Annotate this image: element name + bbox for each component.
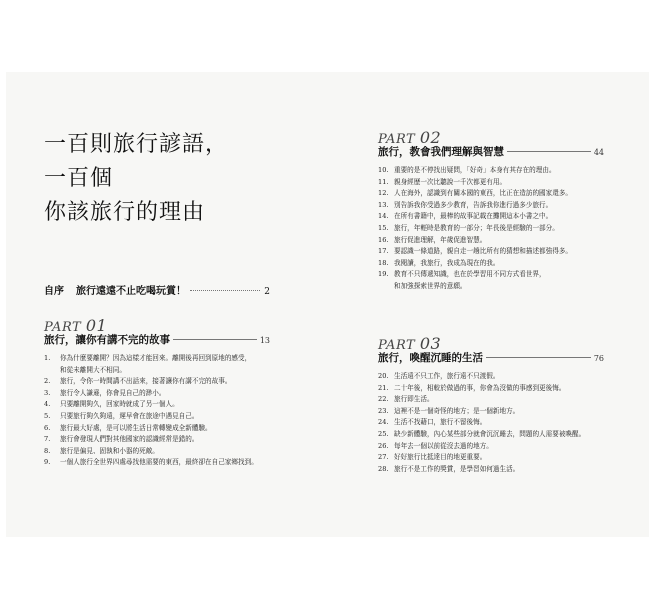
list-item	[44, 423, 270, 435]
leader-line	[486, 357, 591, 358]
item-text: 和加強探索世界的意願。	[394, 281, 467, 290]
item-text: 我閱讀，我旅行，我成為現在的我。	[394, 258, 500, 267]
item-number: 16.	[378, 235, 389, 244]
list-item	[44, 365, 270, 377]
item-text: 一個人旅行全世界四處尋找他需要的東西，最終卻在自己家鄉找到。	[60, 458, 258, 467]
part-01	[44, 316, 270, 469]
part-prefix: PART	[378, 338, 416, 353]
item-text: 生活遠不只工作，旅行遠不只渡假。	[394, 372, 500, 380]
item-text: 好好旅行比抵達目的地更重要。	[394, 453, 487, 462]
list-item	[378, 235, 604, 247]
part-number: 02	[419, 128, 442, 147]
item-number: 3.	[44, 388, 51, 397]
item-text: 二十年後，相較於做過的事，你會為沒做的事感到更後悔。	[394, 383, 566, 392]
item-number: 12.	[378, 189, 389, 198]
item-text: 旅行，年輕時是教育的一部分；年長後是經驗的一部分。	[394, 223, 559, 232]
item-number: 10.	[378, 166, 389, 174]
title-line: 一百個	[44, 166, 114, 191]
part-heading-entry[interactable]	[378, 144, 604, 159]
list-item	[44, 434, 270, 446]
preface-title: 旅行遠遠不止吃喝玩賞！	[76, 286, 186, 297]
list-item	[378, 417, 604, 429]
item-text: 教育不只傳遞知識，也在於學習用不同方式看世界，	[394, 270, 546, 279]
list-item	[44, 399, 270, 411]
item-number: 4.	[44, 400, 51, 409]
part-03	[378, 334, 604, 475]
list-item	[378, 281, 604, 293]
list-item	[44, 353, 270, 365]
item-number: 21.	[378, 383, 389, 392]
preface-page: 2	[264, 287, 270, 297]
item-text: 和從未離開大不相同。	[60, 365, 126, 374]
item-text: 重要的是不停找出疑問，「好奇」本身有其存在的理由。	[394, 166, 556, 174]
part-page: 76	[593, 354, 604, 363]
list-item	[378, 464, 604, 476]
item-number: 23.	[378, 406, 389, 415]
item-text: 每年去一個以前從沒去過的地方。	[394, 441, 493, 450]
part-02	[378, 128, 604, 293]
list-item	[378, 188, 604, 200]
part-page: 44	[593, 148, 604, 157]
item-number: 7.	[44, 435, 51, 444]
list-item	[44, 388, 270, 400]
item-number: 24.	[378, 418, 389, 427]
item-text: 缺少新體驗，內心某些部分就會沉沉睡去，問題的人需要被喚醒。	[394, 429, 586, 438]
proverb-list	[44, 353, 270, 469]
list-item	[378, 269, 604, 281]
item-text: 親身經歷一次比聽說一千次都更有用。	[394, 177, 507, 186]
list-item	[378, 223, 604, 235]
item-text: 你為什麼要離開？因為這樣才能回來。離開後再回到原地的感受，	[60, 354, 252, 362]
item-text: 旅行是偏見、固執和小器的死敵。	[60, 446, 159, 455]
item-number: 8.	[44, 446, 51, 455]
list-item	[44, 411, 270, 423]
item-number: 13.	[378, 200, 389, 209]
item-number: 20.	[378, 372, 389, 380]
title-line: 一百則旅行諺語，	[44, 132, 229, 157]
part-number: 01	[85, 316, 108, 335]
item-text: 旅行促進理解，年歲促進智慧。	[394, 235, 487, 244]
part-heading: 旅行，教會我們理解與智慧	[378, 146, 504, 158]
item-number: 25.	[378, 429, 389, 438]
item-number: 11.	[378, 177, 389, 186]
proverb-list	[378, 371, 604, 475]
list-item	[378, 177, 604, 189]
preface-entry[interactable]	[44, 282, 270, 297]
item-text: 生活不找藉口，旅行不留後悔。	[394, 418, 487, 427]
list-item	[44, 457, 270, 469]
book-title	[44, 128, 228, 230]
title-line: 你該旅行的理由	[44, 200, 206, 225]
item-number: 5.	[44, 411, 51, 420]
item-number: 17.	[378, 247, 389, 256]
item-number: 1.	[44, 354, 51, 362]
list-item	[378, 406, 604, 418]
item-number: 18.	[378, 258, 389, 267]
item-text: 要認識一條道路，親自走一趟比所有的猜想和描述都強得多。	[394, 247, 573, 256]
part-prefix: PART	[378, 132, 416, 147]
item-number: 2.	[44, 377, 51, 386]
preface-label: 自序	[44, 286, 64, 297]
list-item	[378, 383, 604, 395]
part-heading: 旅行，喚醒沉睡的生活	[378, 352, 483, 364]
item-number: 26.	[378, 441, 389, 450]
item-number: 15.	[378, 223, 389, 232]
part-heading-entry[interactable]	[378, 350, 604, 365]
list-item	[378, 200, 604, 212]
proverb-list	[378, 165, 604, 293]
list-item	[378, 452, 604, 464]
list-item	[44, 446, 270, 458]
list-item	[378, 371, 604, 383]
item-text: 旅行即生活。	[394, 395, 434, 404]
item-text: 在所有書籍中，最棒的故事記載在攤開這本小書之中。	[394, 212, 553, 221]
part-number: 03	[419, 334, 442, 353]
part-page: 13	[259, 336, 270, 345]
list-item	[378, 165, 604, 177]
list-item	[378, 246, 604, 258]
list-item	[378, 429, 604, 441]
item-text: 旅行，令你一時間講不出話來，接著讓你有講不完的故事。	[60, 377, 232, 386]
list-item	[378, 394, 604, 406]
list-item	[44, 376, 270, 388]
leader-line	[190, 290, 260, 291]
item-text: 只要離開夠久，回家時就成了另一個人。	[60, 400, 179, 409]
item-number: 6.	[44, 423, 51, 432]
leader-line	[507, 151, 591, 152]
part-prefix: PART	[44, 320, 82, 335]
part-heading: 旅行，讓你有講不完的故事	[44, 334, 170, 346]
item-number: 27.	[378, 453, 389, 462]
item-text: 旅行最大好處，是可以將生活日常轉變成全新體驗。	[60, 423, 212, 432]
item-text: 旅行會發現人們對其他國家的認識經常是錯的。	[60, 435, 199, 444]
leader-line	[173, 339, 257, 340]
list-item	[378, 211, 604, 223]
item-text: 只要旅行夠久夠遠，遲早會在旅途中遇見自己。	[60, 411, 199, 420]
item-text: 旅行令人謙遜，你會見自己的渺小。	[60, 388, 166, 397]
item-number: 14.	[378, 212, 389, 221]
item-number: 22.	[378, 395, 389, 404]
item-text: 這裡不是一個奇怪的地方；是一個新地方。	[394, 406, 520, 415]
list-item	[378, 258, 604, 270]
list-item	[378, 441, 604, 453]
item-number: 9.	[44, 458, 51, 467]
item-number: 19.	[378, 270, 389, 279]
item-text: 人在海外，認識到有關本國的東西，比正在造訪的國家還多。	[394, 189, 573, 198]
item-text: 旅行不是工作的獎賞，是學習如何過生活。	[394, 464, 520, 473]
item-text: 別告訴我你受過多少教育，告訴我你進行過多少旅行。	[394, 200, 553, 209]
item-number: 28.	[378, 464, 389, 473]
part-heading-entry[interactable]	[44, 332, 270, 347]
